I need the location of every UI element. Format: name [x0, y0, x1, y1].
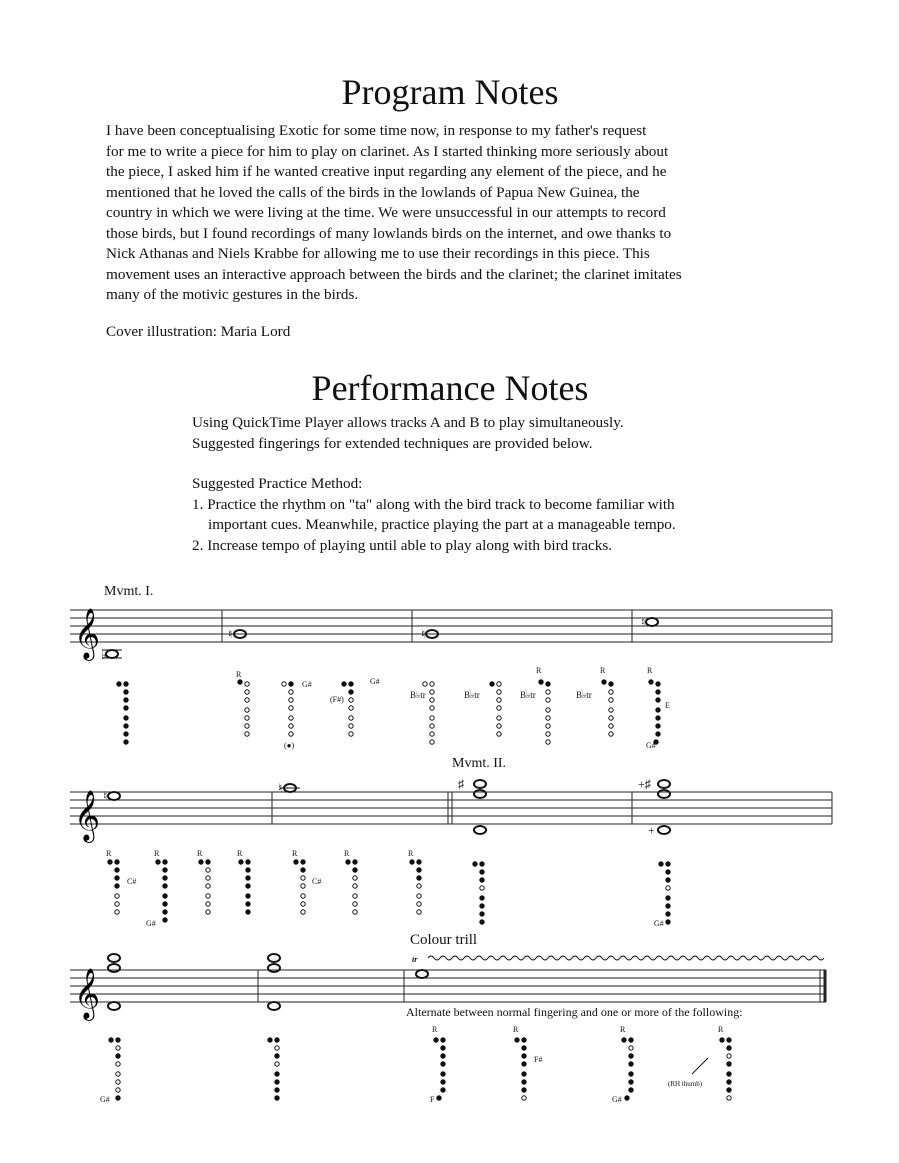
svg-text:(F#): (F#): [330, 695, 344, 704]
staff-2-accidentals: [103, 777, 655, 837]
paragraph-line: the piece, I asked him if he wanted creative input regarding any element of the piece, and he: [106, 163, 667, 180]
staff-system-1: [70, 610, 832, 642]
svg-text:R: R: [197, 849, 203, 858]
paragraph-line: Nick Athanas and Niels Krabbe for allowing me to use their recordings in this piece. This: [106, 245, 650, 262]
svg-text:R: R: [432, 1025, 438, 1034]
svg-text:R: R: [620, 1025, 626, 1034]
mvmt-2-label: Mvmt. II.: [452, 756, 507, 771]
fingering-row-3: [109, 1038, 731, 1100]
performance-notes-title: Performance Notes: [311, 368, 589, 408]
treble-clef-icon: 𝄞: [74, 790, 101, 841]
svg-text:R: R: [106, 849, 112, 858]
staff-1-accidentals: [101, 615, 645, 662]
svg-text:R: R: [237, 849, 243, 858]
svg-text:tr: tr: [412, 955, 418, 964]
svg-text:G#: G#: [302, 680, 312, 689]
svg-text:C#: C#: [312, 877, 322, 886]
colour-trill-label: Colour trill: [410, 932, 478, 948]
svg-text:♯: ♯: [458, 777, 464, 791]
staff-system-3: [70, 970, 826, 1002]
practice-step-1-continued: important cues. Meanwhile, practice playing the part at a manageable tempo.: [208, 516, 676, 533]
svg-text:R: R: [344, 849, 350, 858]
cover-credit: Cover illustration: Maria Lord: [106, 323, 291, 340]
svg-text:G#: G#: [100, 1095, 110, 1104]
paragraph-line: I have been conceptualising Exotic for some time now, in response to my father's request: [106, 122, 647, 139]
staff-1-notes: [102, 618, 658, 658]
svg-text:R: R: [236, 670, 242, 679]
svg-text:G#: G#: [146, 919, 156, 928]
fingering-row-2: [108, 860, 670, 924]
svg-text:B♭tr: B♭tr: [576, 690, 592, 700]
svg-text:B♭tr: B♭tr: [464, 690, 480, 700]
svg-text:(●): (●): [284, 741, 295, 750]
paragraph-line: mentioned that he loved the calls of the birds in the lowlands of Papua New Guinea, the: [106, 183, 640, 201]
paragraph-line: for me to write a piece for him to play on clarinet. As I started thinking more seriously about: [106, 142, 669, 160]
svg-text:♭: ♭: [101, 648, 107, 662]
program-notes-title: Program Notes: [341, 72, 559, 112]
svg-text:♮: ♮: [278, 781, 283, 795]
svg-text:R: R: [600, 666, 606, 675]
svg-text:♮: ♮: [228, 627, 233, 641]
svg-text:F: F: [430, 1095, 435, 1104]
svg-text:R: R: [513, 1025, 519, 1034]
practice-step-1: 1. Practice the rhythm on "ta" along with the bird track to become familiar with: [192, 495, 675, 513]
svg-text:C#: C#: [127, 877, 137, 886]
svg-text:R: R: [647, 666, 653, 675]
mvmt-1-label: Mvmt. I.: [104, 584, 154, 599]
svg-text:G#: G#: [370, 677, 380, 686]
trill-line: [412, 955, 824, 964]
paragraph-line: those birds, but I found recordings of many lowlands birds on the internet, and owe thanks to: [106, 224, 672, 242]
paragraph-line: movement uses an interactive approach between the birds and the clarinet; the clarinet imitates: [106, 265, 682, 283]
svg-text:E: E: [665, 701, 670, 710]
practice-heading: Suggested Practice Method:: [192, 475, 363, 492]
svg-text:(RH thumb): (RH thumb): [668, 1080, 703, 1088]
paragraph-line: many of the motivic gestures in the birds.: [106, 286, 359, 303]
svg-text:B♭tr: B♭tr: [410, 690, 426, 700]
svg-text:G#: G#: [654, 919, 664, 928]
svg-text:♮: ♮: [103, 789, 108, 803]
svg-text:R: R: [408, 849, 414, 858]
fingering-row-2-labels: [106, 849, 664, 928]
svg-text:+♯: +♯: [638, 777, 651, 791]
alternate-fingering-label: Alternate between normal fingering and one or more of the following:: [406, 1005, 743, 1019]
staff-system-2: [70, 792, 832, 824]
treble-clef-icon: 𝄞: [74, 968, 101, 1019]
svg-text:G#: G#: [612, 1095, 622, 1104]
svg-text:R: R: [536, 666, 542, 675]
svg-text:G#: G#: [646, 741, 656, 750]
intro-line: Using QuickTime Player allows tracks A and B to play simultaneously.: [192, 414, 624, 431]
svg-text:♮: ♮: [641, 615, 646, 629]
intro-line: Suggested fingerings for extended techniques are provided below.: [192, 434, 593, 452]
svg-text:F#: F#: [534, 1055, 543, 1064]
fingering-row-1-labels: [236, 666, 670, 750]
svg-text:R: R: [154, 849, 160, 858]
svg-text:R: R: [292, 849, 298, 858]
svg-text:B♭tr: B♭tr: [520, 690, 536, 700]
practice-step-2: 2. Increase tempo of playing until able to play along with bird tracks.: [192, 536, 613, 554]
paragraph-line: country in which we were living at the time. We were unsuccessful in our attempts to record: [106, 204, 666, 221]
svg-text:♮: ♮: [421, 627, 426, 641]
svg-text:+: +: [648, 823, 655, 837]
staff-2-notes: [108, 780, 670, 834]
svg-text:R: R: [718, 1025, 724, 1034]
treble-clef-icon: 𝄞: [74, 608, 101, 659]
